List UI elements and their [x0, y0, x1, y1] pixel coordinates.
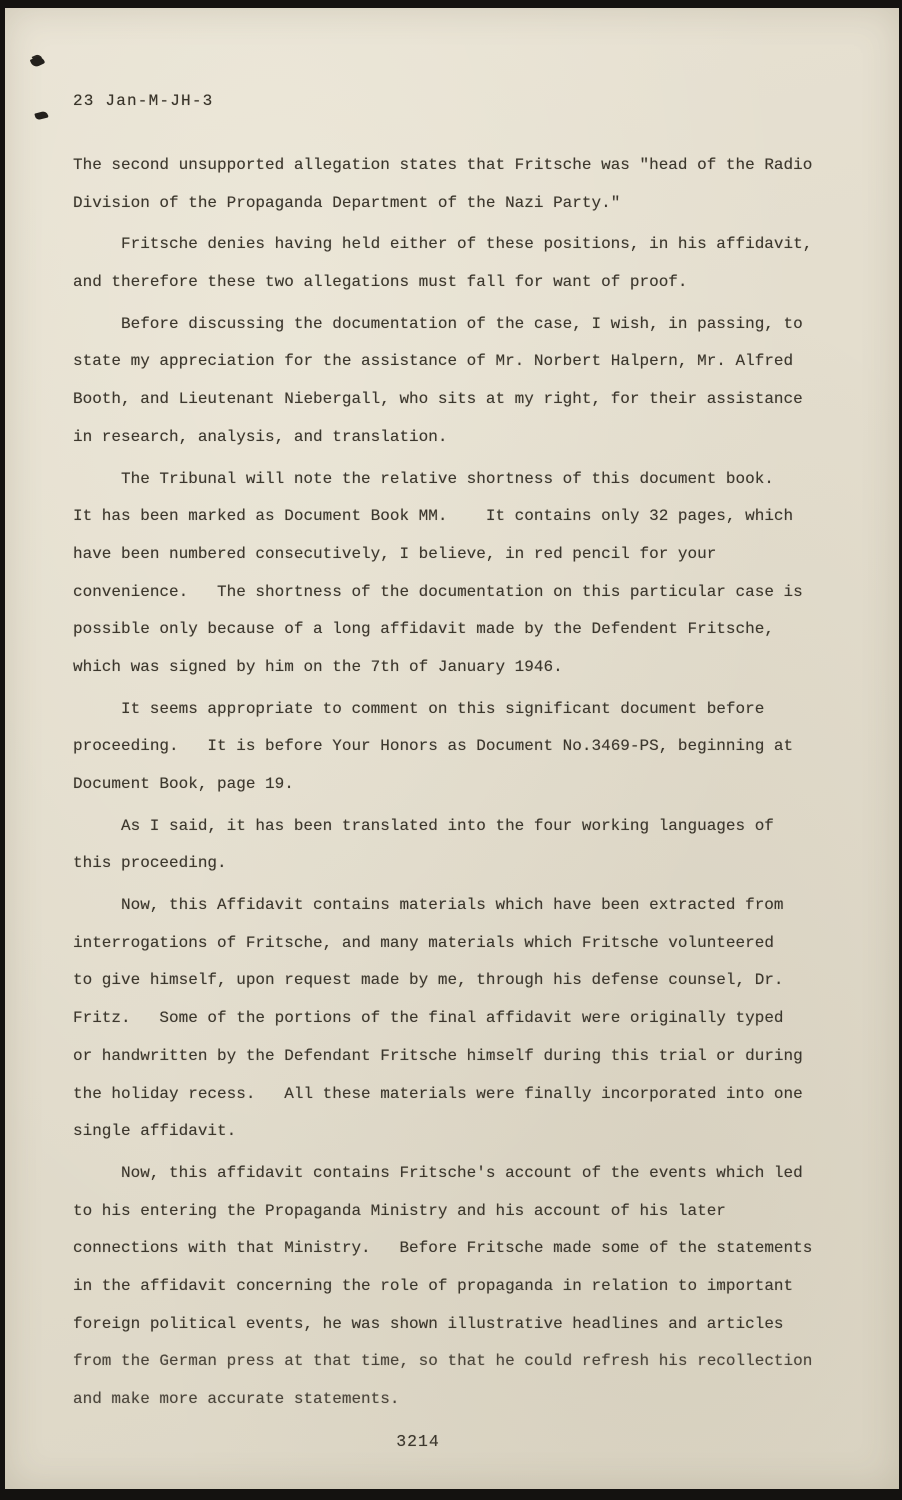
typed-line: proceeding. It is before Your Honors as Document No.3469-PS, beginning at [73, 737, 794, 756]
paragraph [73, 691, 873, 804]
paragraph [73, 461, 873, 687]
typed-line: this proceeding. [73, 854, 227, 873]
typed-line: foreign political events, he was shown illustrative headlines and articles [73, 1314, 784, 1333]
typed-line: and make more accurate statements. [73, 1390, 400, 1408]
typed-line: possible only because of a long affidavit made by the Defendent Fritsche, [73, 620, 774, 639]
paragraph [73, 306, 873, 457]
page-number: 3214 [396, 1432, 440, 1451]
page-header: 23 Jan-M-JH-3 [73, 92, 214, 110]
paragraph [73, 808, 873, 883]
typed-line: single affidavit. [73, 1122, 237, 1141]
paragraph [73, 226, 873, 301]
typed-line: The Tribunal will note the relative shortness of this document book. [121, 469, 774, 488]
binding-mark-icon [34, 111, 48, 121]
typed-line: interrogations of Fritsche, and many materials which Fritsche volunteered [73, 933, 774, 952]
typed-line: As I said, it has been translated into the four working languages of [121, 816, 774, 835]
typed-line: Before discussing the documentation of the case, I wish, in passing, to [121, 314, 803, 333]
typed-line: Now, this affidavit contains Fritsche's account of the events which led [121, 1163, 803, 1182]
paragraph [73, 887, 873, 1151]
binding-mark-icon [30, 55, 46, 69]
paragraph [73, 1155, 873, 1419]
typed-line: Now, this Affidavit contains materials which have been extracted from [121, 896, 784, 915]
typed-line: state my appreciation for the assistance of Mr. Norbert Halpern, Mr. Alfred [73, 352, 794, 371]
typed-line: It has been marked as Document Book MM. It contains only 32 pages, which [73, 507, 794, 526]
typed-line: to his entering the Propaganda Ministry and his account of his later [73, 1201, 726, 1220]
typed-line: Fritz. Some of the portions of the final affidavit were originally typed [73, 1009, 784, 1028]
typed-line: and therefore these two allegations must fall for want of proof. [73, 273, 688, 292]
typed-line: Document Book, page 19. [73, 775, 294, 793]
typed-line: Division of the Propaganda Department of the Nazi Party." [73, 193, 621, 212]
paragraph [73, 147, 873, 222]
typed-line: which was signed by him on the 7th of January 1946. [73, 657, 563, 676]
typed-line: The second unsupported allegation states that Fritsche was "head of the Radio [73, 156, 813, 174]
typed-line: Fritsche denies having held either of these positions, in his affidavit, [121, 235, 813, 254]
typed-body [73, 147, 873, 1423]
typed-line: the holiday recess. All these materials were finally incorporated into one [73, 1084, 803, 1103]
typed-line: from the German press at that time, so that he could refresh his recollection [73, 1352, 813, 1371]
typed-line: in research, analysis, and translation. [73, 427, 448, 446]
typed-line: or handwritten by the Defendant Fritsche himself during this trial or during [73, 1046, 803, 1065]
typed-line: connections with that Ministry. Before Fritsche made some of the statements [73, 1239, 813, 1258]
typed-line: Booth, and Lieutenant Niebergall, who sits at my right, for their assistance [73, 390, 803, 409]
typed-line: have been numbered consecutively, I believe, in red pencil for your [73, 544, 717, 563]
typed-line: in the affidavit concerning the role of propaganda in relation to important [73, 1276, 794, 1295]
document-page [5, 8, 899, 1489]
typed-line: It seems appropriate to comment on this significant document before [121, 699, 765, 718]
typed-line: to give himself, upon request made by me, through his defense counsel, Dr. [73, 971, 784, 990]
typed-line: convenience. The shortness of the documentation on this particular case is [73, 582, 803, 601]
